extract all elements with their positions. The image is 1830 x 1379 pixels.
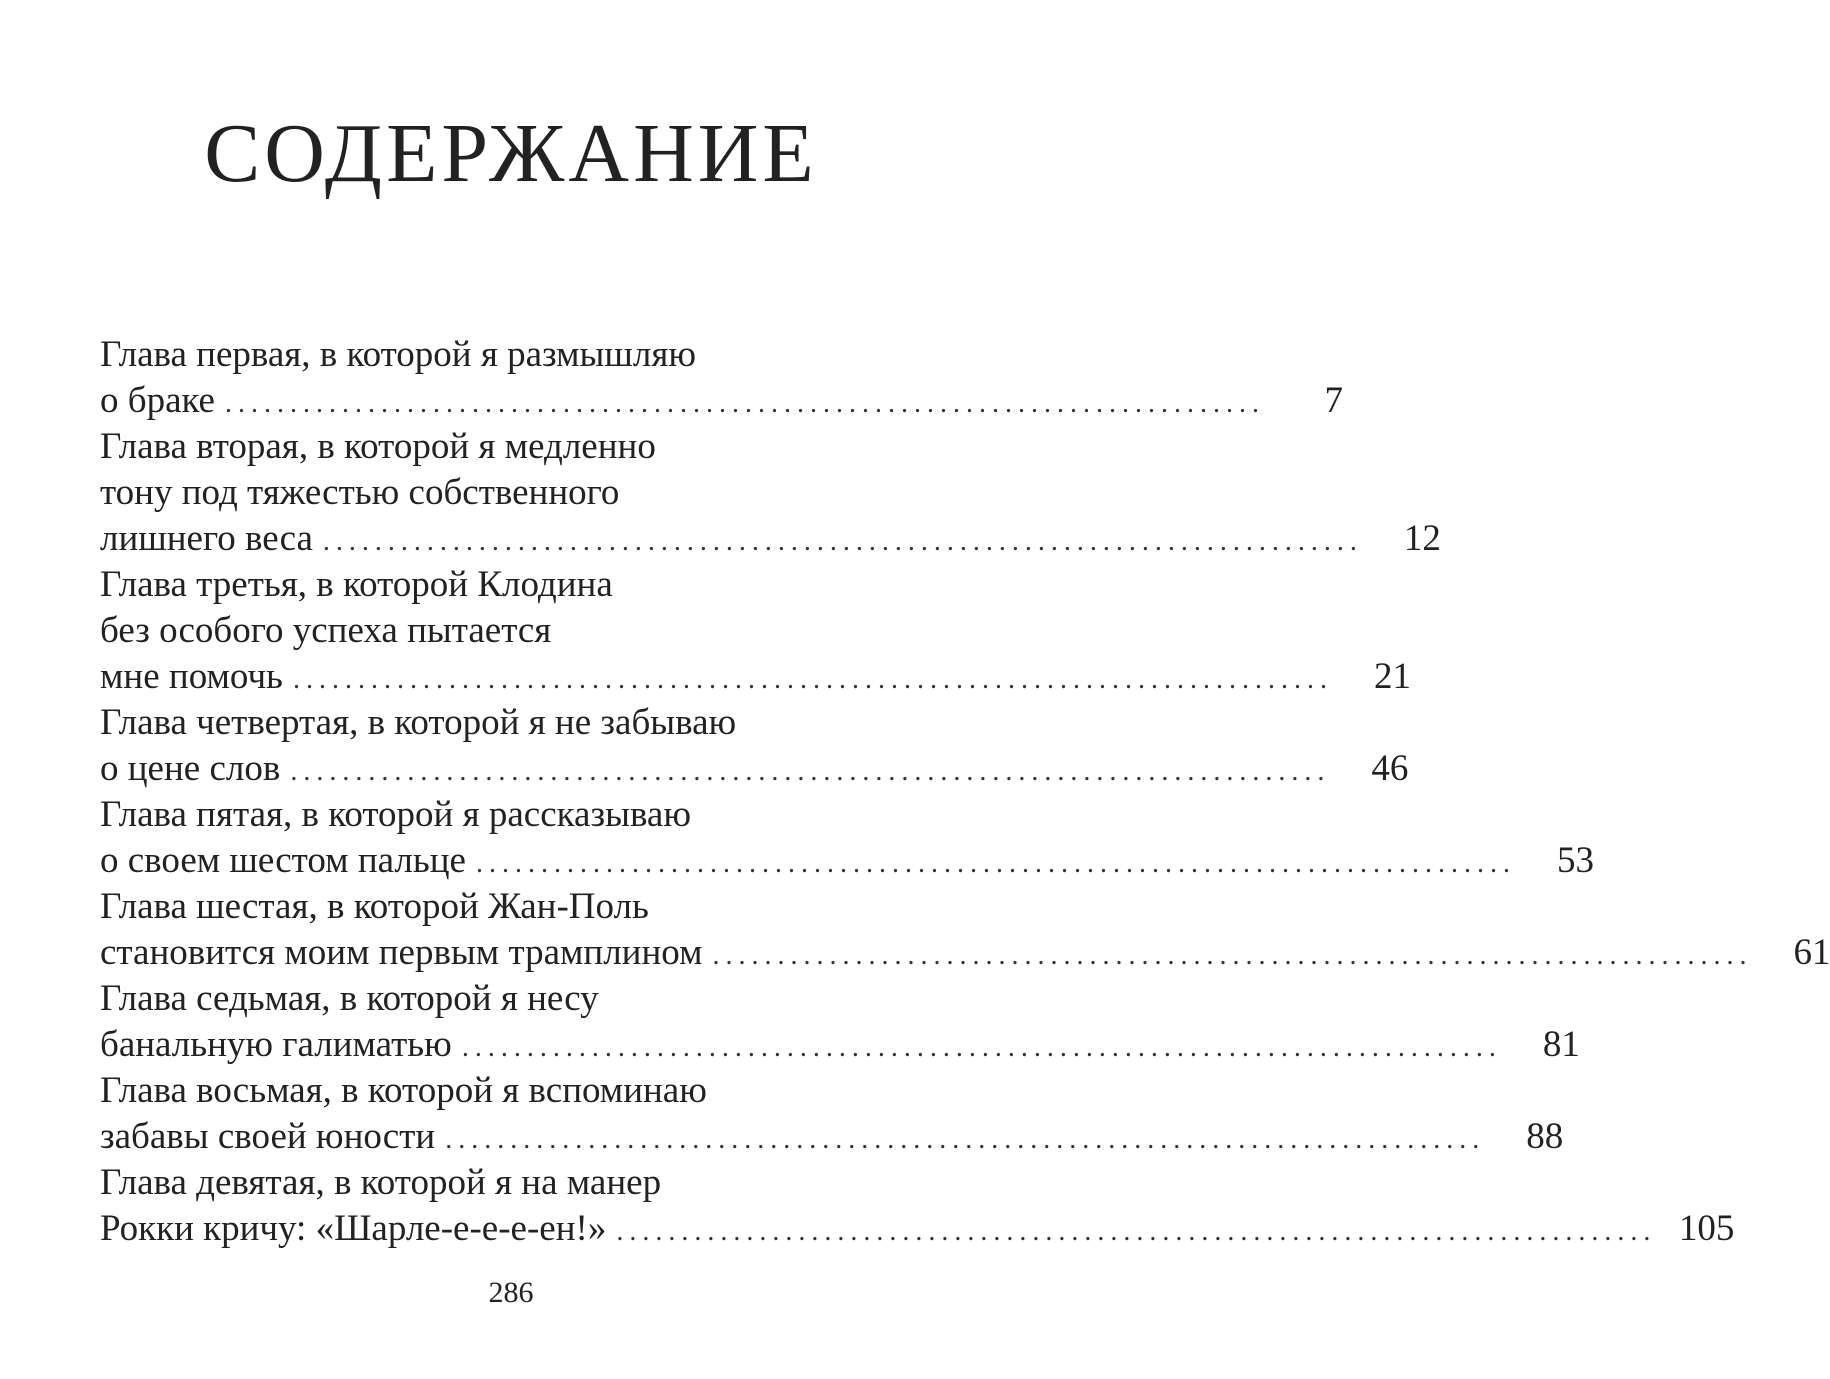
dot-leader: ................................................................................ — [292, 664, 1333, 695]
toc-entry-text: становится моим первым трамплином — [100, 932, 703, 973]
toc-entry-line — [100, 700, 872, 746]
toc-entry-line — [100, 838, 1594, 884]
toc-entry-text: о браке — [100, 380, 215, 421]
toc-entry-text: Глава седьмая, в которой я несу — [100, 978, 599, 1019]
dot-leader: ................................................................................ — [616, 1216, 1657, 1247]
toc-entry-text: Глава шестая, в которой Жан-Поль — [100, 886, 649, 927]
dot-leader: ................................................................................ — [290, 756, 1331, 787]
page-number: 286 — [488, 1276, 534, 1309]
toc-page-number: 88 — [1526, 1116, 1564, 1157]
toc-entry-line — [100, 746, 1409, 792]
toc-entry — [100, 562, 1411, 700]
page-title: СОДЕРЖАНИЕ — [204, 107, 818, 200]
toc-entry-text: лишнего веса — [100, 518, 313, 559]
toc-entry-line — [100, 654, 1411, 700]
toc-entry-text: Глава четвертая, в которой я не забываю — [100, 702, 737, 743]
toc-entry — [100, 976, 1580, 1068]
toc-entry-line — [100, 1114, 1564, 1160]
toc-entry-line — [100, 1206, 1735, 1252]
toc-entry-text: о цене слов — [100, 748, 281, 789]
dot-leader: ................................................................................ — [224, 388, 1265, 419]
dot-leader: ................................................................................ — [712, 940, 1753, 971]
toc-entry — [100, 424, 1441, 562]
dot-leader: ................................................................................ — [461, 1032, 1502, 1063]
toc-entry-line — [100, 516, 1441, 562]
toc-entry-text: мне помочь — [100, 656, 283, 697]
toc-entry — [100, 884, 1830, 976]
toc-entry — [100, 792, 1594, 884]
toc-entry-line — [100, 378, 1343, 424]
table-of-contents — [100, 332, 1830, 1252]
toc-page-number: 7 — [1324, 380, 1343, 421]
toc-entry-text: забавы своей юности — [100, 1116, 436, 1157]
toc-entry — [100, 700, 1409, 792]
dot-leader: ................................................................................ — [475, 848, 1516, 879]
toc-entry-line — [100, 1022, 1580, 1068]
toc-entry — [100, 1160, 1735, 1252]
toc-page-number: 105 — [1678, 1208, 1735, 1249]
toc-entry-line — [100, 1160, 872, 1206]
toc-entry-text: тону под тяжестью собственного — [100, 472, 620, 513]
toc-page-number: 46 — [1371, 748, 1409, 789]
toc-entry — [100, 332, 1343, 424]
toc-page-number: 12 — [1403, 518, 1441, 559]
toc-page-number: 21 — [1373, 656, 1411, 697]
dot-leader: ................................................................................ — [322, 526, 1363, 557]
toc-entry-line — [100, 1068, 872, 1114]
toc-entry-text: банальную галиматью — [100, 1024, 452, 1065]
toc-entry-text: Глава девятая, в которой я на манер — [100, 1162, 662, 1203]
toc-entry-text: без особого успеха пытается — [100, 610, 552, 651]
toc-entry-text: Глава вторая, в которой я медленно — [100, 426, 656, 467]
toc-entry-line — [100, 930, 1830, 976]
toc-entry-line — [100, 332, 872, 378]
toc-page-number: 81 — [1542, 1024, 1580, 1065]
toc-entry-line — [100, 562, 872, 608]
toc-entry-text: Глава восьмая, в которой я вспоминаю — [100, 1070, 707, 1111]
toc-entry-text: Глава первая, в которой я размышляю — [100, 334, 697, 375]
toc-entry-line — [100, 884, 872, 930]
toc-entry-text: Глава третья, в которой Клодина — [100, 564, 613, 605]
toc-page-number: 53 — [1556, 840, 1594, 881]
toc-entry-text: Глава пятая, в которой я рассказываю — [100, 794, 691, 835]
toc-entry-line — [100, 976, 872, 1022]
toc-entry — [100, 1068, 1564, 1160]
toc-page-number: 61 — [1793, 932, 1830, 973]
toc-entry-line — [100, 608, 872, 654]
toc-entry-line — [100, 792, 872, 838]
toc-entry-text: Рокки кричу: «Шарле-е-е-е-ен!» — [100, 1208, 607, 1249]
toc-entry-text: о своем шестом пальце — [100, 840, 466, 881]
toc-entry-line — [100, 424, 872, 470]
dot-leader: ................................................................................ — [445, 1124, 1486, 1155]
toc-entry-line — [100, 470, 872, 516]
